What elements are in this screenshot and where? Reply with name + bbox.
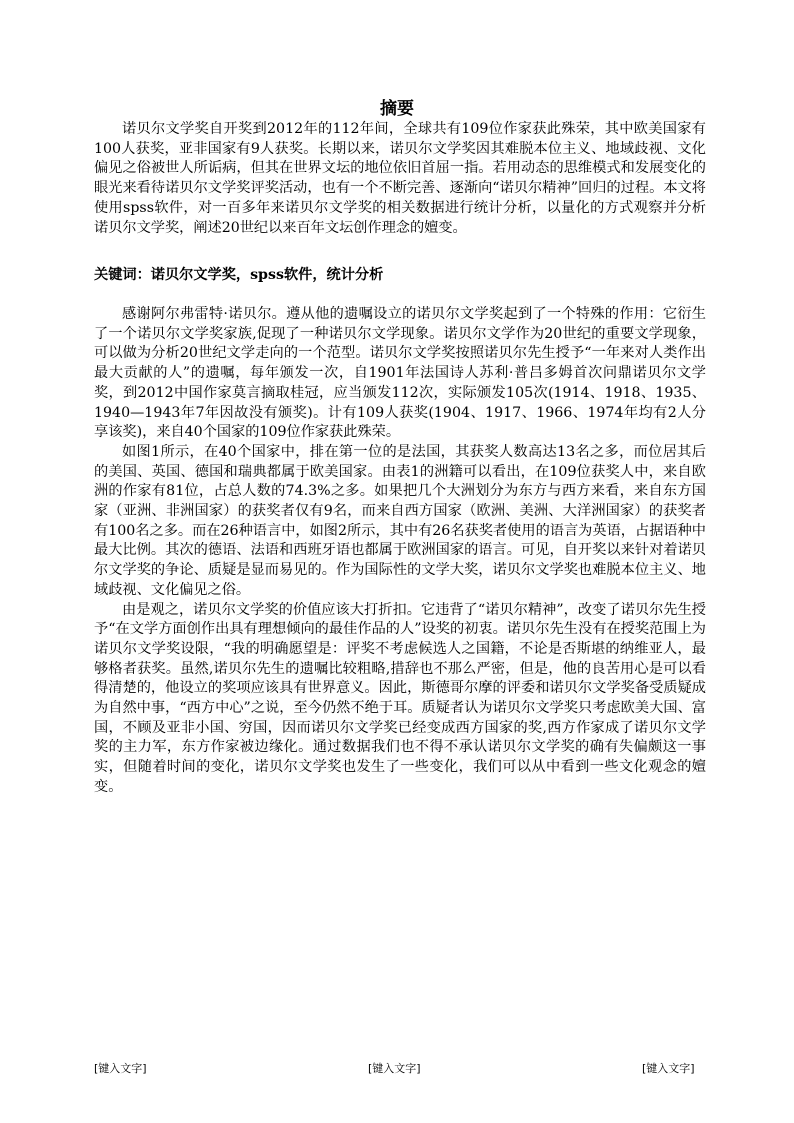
abstract-paragraph[interactable]: 诺贝尔文学奖自开奖到2012年的112年间，全球共有109位作家获此殊荣，其中欧美国家有100人获奖，亚非国家有9人获奖。长期以来，诺贝尔文学奖因其难脱本位主义、地域歧视、文化偏见之俗被世人所诟病，但其在世界文坛的地位依旧首屈一指。若用动态的思维模式和发展变化的眼光来看待诺贝尔文学奖评奖活动，也有一个不断完善、逐渐向“诺贝尔精神”回归的过程。本文将使用spss软件，对一百多年来诺贝尔文学奖的相关数据进行统计分析，以量化的方式观察并分析诺贝尔文学奖，阐述20世纪以来百年文坛创作理念的嬗变。 [94, 121, 706, 236]
body-paragraph-1[interactable]: 感谢阿尔弗雷特·诺贝尔。遵从他的遗嘱设立的诺贝尔文学奖起到了一个特殊的作用：它衍生了一个诺贝尔文学奖家族,促现了一种诺贝尔文学现象。诺贝尔文学作为20世纪的重要文学现象，可以做为分析20世纪文学走向的一个范型。诺贝尔文学奖按照诺贝尔先生授予“一年来对人类作出最大贡献的人”的遗嘱，每年颁发一次，自1901年法国诗人苏利·普吕多姆首次问鼎诺贝尔文学奖，到2012中国作家莫言摘取桂冠，应当颁发112次，实际颁发105次(1914、1918、1935、1940—1943年7年因故没有颁奖)。计有109人获奖(1904、1917、1966、1974年均有2人分享该奖)，来自40个国家的109位作家获此殊荣。 [94, 306, 706, 441]
footer-placeholder-right[interactable]: [键入文字] [642, 1062, 695, 1075]
footer-placeholder-left[interactable]: [键入文字] [94, 1062, 147, 1075]
body-paragraph-2[interactable]: 如图1所示，在40个国家中，排在第一位的是法国，其获奖人数高达13名之多，而位居其后的美国、英国、德国和瑞典都属于欧美国家。由表1的洲籍可以看出，在109位获奖人中，来自欧洲的作家有81位，占总人数的74.3%之多。如果把几个大洲划分为东方与西方来看，来自东方国家（亚洲、非洲国家）的获奖者仅有9名，而来自西方国家（欧洲、美洲、大洋洲国家）的获奖者有100名之多。而在26种语言中，如图2所示，其中有26名获奖者使用的语言为英语，占据语种中最大比例。其次的德语、法语和西班牙语也都属于欧洲国家的语言。可见，自开奖以来针对着诺贝尔文学奖的争论、质疑是显而易见的。作为国际性的文学大奖，诺贝尔文学奖也难脱本位主义、地域歧视、文化偏见之俗。 [94, 443, 706, 598]
keywords-line[interactable]: 关键词：诺贝尔文学奖，spss软件，统计分析 [94, 267, 384, 283]
body-text [94, 305, 706, 798]
body-paragraph-3[interactable]: 由是观之，诺贝尔文学奖的价值应该大打折扣。它违背了“诺贝尔精神”，改变了诺贝尔先生授予“在文学方面创作出具有理想倾向的最佳作品的人”设奖的初衷。诺贝尔先生没有在授奖范围上为诺贝尔文学奖设限，“我的明确愿望是：评奖不考虑候选人之国籍，不论是否斯堪的纳维亚人，最够格者获奖。虽然,诺贝尔先生的遗嘱比较粗略,措辞也不那么严密，但是，他的良苦用心是可以看得清楚的，他设立的奖项应该具有世界意义。因此，斯德哥尔摩的评委和诺贝尔文学奖备受质疑成为自然中事，“西方中心”之说，至今仍然不绝于耳。质疑者认为诺贝尔文学奖只考虑欧美大国、富国，不顾及亚非小国、穷国，因而诺贝尔文学奖已经变成西方国家的奖,西方作家成了诺贝尔文学奖的主力军，东方作家被边缘化。通过数据我们也不得不承认诺贝尔文学奖的确有失偏颇这一事实，但随着时间的变化，诺贝尔文学奖也发生了一些变化，我们可以从中看到一些文化观念的嬗变。 [94, 601, 706, 795]
abstract-title: 摘要 [380, 99, 414, 119]
footer-placeholder-center[interactable]: [键入文字] [368, 1062, 421, 1075]
